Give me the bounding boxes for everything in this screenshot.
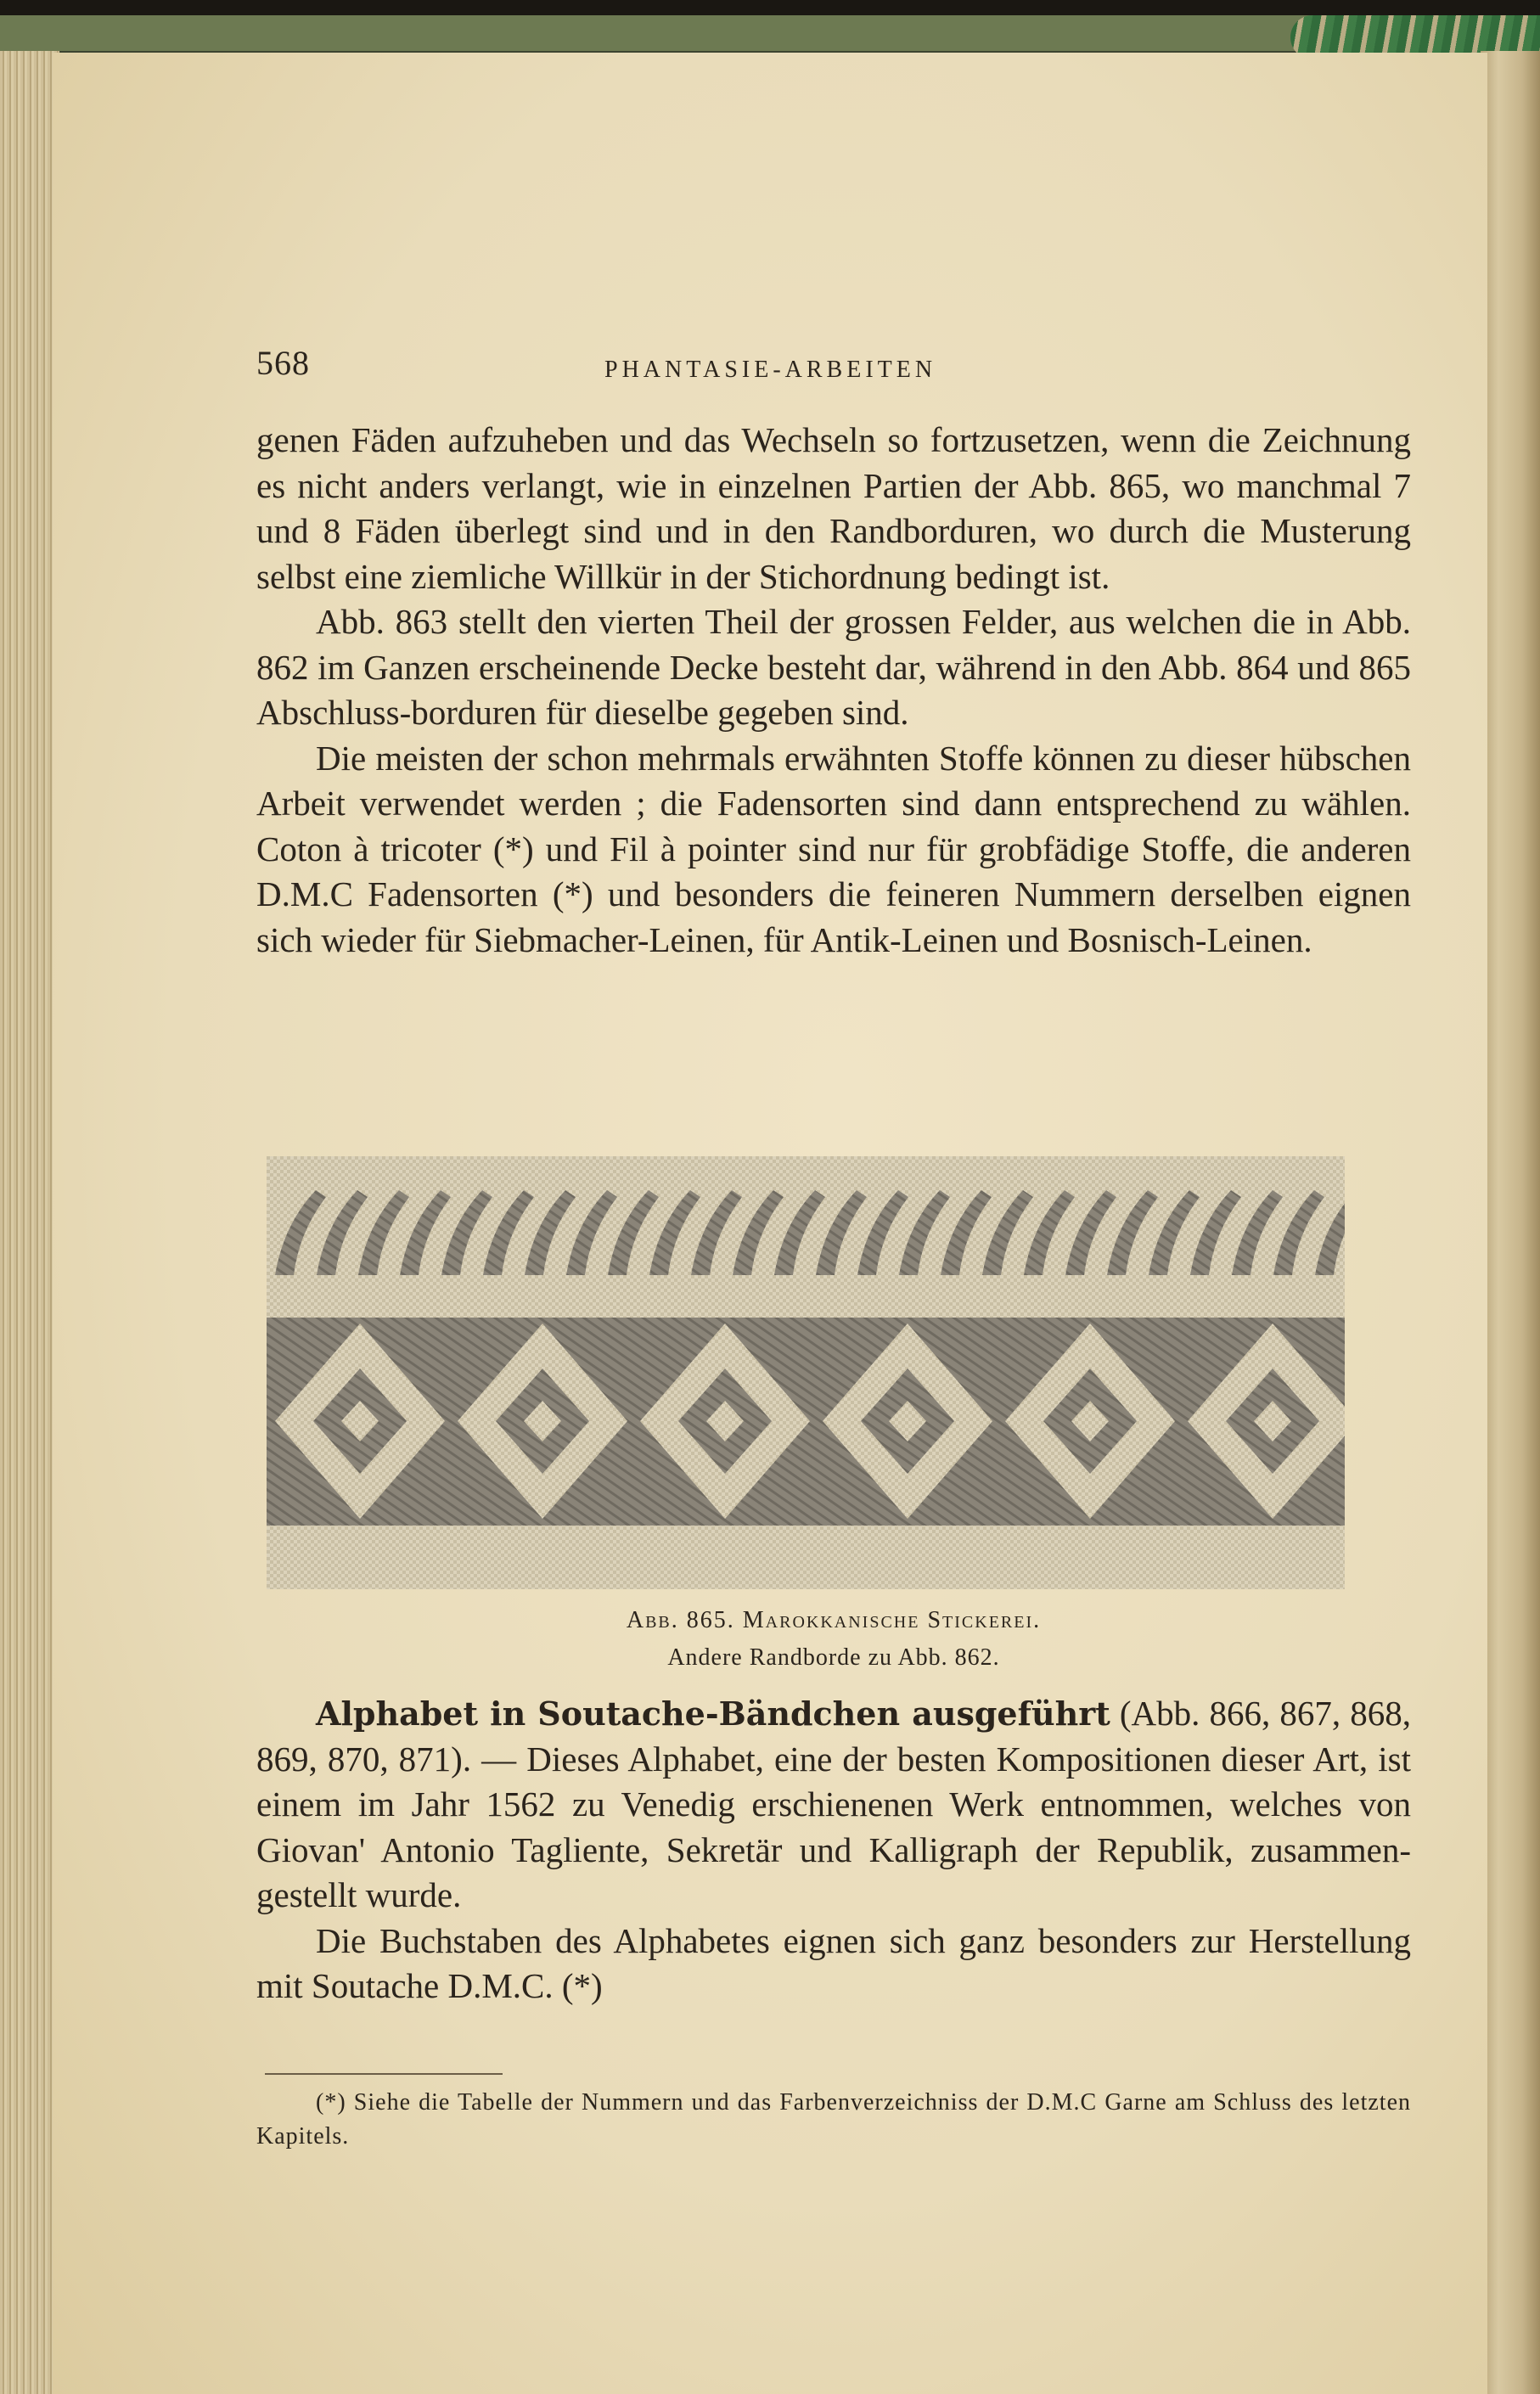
section-paragraph [256,1691,1411,1919]
embroidery-border-image [267,1156,1345,1589]
paragraph: genen Fäden aufzuheben und das Wechseln so fortzusetzen, wenn die Zeichnung es nicht anders verlangt, wie in einzelnen Partien der Abb. 865, wo manchmal 7 und 8 Fäden überlegt sind und in den Randborduren, wo durch die Musterung selbst eine ziemliche Willkür in der Stichordnung bedingt ist. [256,420,1411,596]
caption-subtitle: Andere Randborde zu Abb. 862. [667,1644,1000,1671]
paragraph: Abb. 863 stellt den vierten Theil der grossen Felder, aus welchen die in Abb. 862 im Ganzen erscheinende Decke besteht dar, während in den Abb. 864 und 865 Abschluss-borduren für dieselbe gegeben sind. [256,602,1411,732]
section-paragraph-text: (Abb. 866, 867, 868, 869, 870, 871). — Dieses Alphabet, eine der besten Kompositionen dieser Art, ist einem im Jahr 1562 zu Venedig erschienenen Werk entnommen, welches von Giovan' Antonio Tagliente, Sekretär und Kalligraph der Republik, zusammen-gestellt wurde. [256,1694,1412,1914]
section-text [256,1691,1411,2009]
section-heading: Alphabet in Soutache-Bändchen ausgeführt [316,1694,1110,1733]
figure-caption [256,1602,1411,1677]
caption-title: Abb. 865. Marokkanische Stickerei. [626,1607,1042,1633]
footnote [256,2086,1411,2154]
page-edges-right [1481,51,1540,2394]
diamond-border-row [267,1318,1345,1526]
bottom-band [267,1530,1345,1589]
book-page [53,53,1487,2394]
running-title: PHANTASIE-ARBEITEN [604,357,937,383]
body-text [256,418,1411,963]
embroidery-figure [267,1156,1345,1589]
paragraph: Die meisten der schon mehrmals erwähnten Stoffe können zu dieser hübschen Arbeit verwendet werden ; die Fadensorten sind dann entsprechend zu wählen. Coton à tricoter (*) und Fil à pointer sind nur für grobfädige Stoffe, die anderen D.M.C Fadensorten (*) und besonders die feineren Nummern derselben eignen sich wieder für Siebmacher-Leinen, für Antik-Leinen und Bosnisch-Leinen. [256,738,1411,959]
paragraph: Die Buchstaben des Alphabetes eignen sich ganz besonders zur Herstellung mit Soutache D.M.C. (*) [256,1920,1411,2005]
page-number: 568 [256,344,310,382]
divider-band [267,1284,1345,1314]
page-edges-left [0,51,59,2394]
page-header [53,282,1487,383]
footnote-text: (*) Siehe die Tabelle der Nummern und das Farbenverzeichniss der D.M.C Garne am Schluss des letzten Kapitels. [256,2089,1411,2150]
footnote-rule [265,2073,503,2075]
